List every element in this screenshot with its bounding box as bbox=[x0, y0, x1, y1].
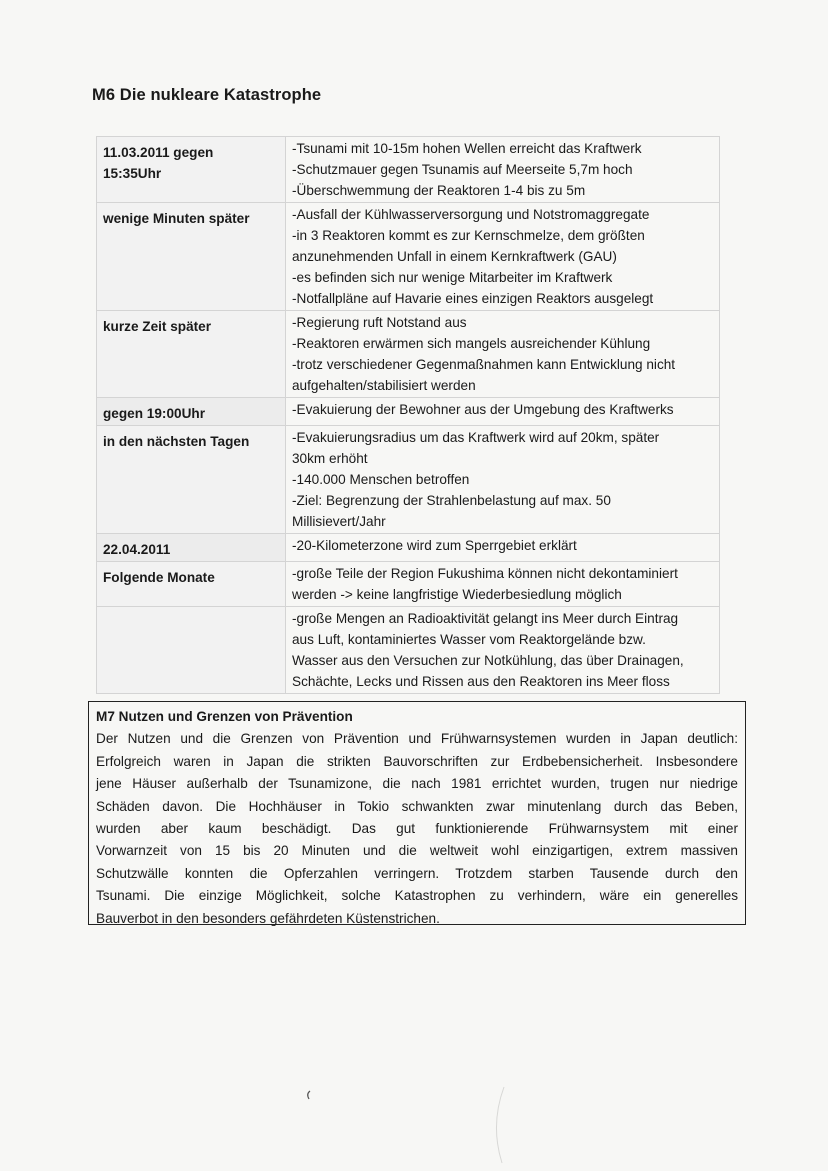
event-text: -Reaktoren erwärmen sich mangels ausreichender Kühlung bbox=[292, 336, 651, 351]
event-text: -140.000 Menschen betroffen bbox=[292, 472, 470, 487]
timeline-events bbox=[286, 607, 720, 694]
date-text: in den nächsten Tagen bbox=[103, 434, 250, 449]
event-text: -große Mengen an Radioaktivität gelangt ins Meer durch Eintrag bbox=[292, 611, 679, 626]
event-text: Wasser aus den Versuchen zur Notkühlung, das über Drainagen, bbox=[292, 653, 684, 668]
timeline-events bbox=[286, 426, 720, 534]
event-text: -große Teile der Region Fukushima können nicht dekontaminiert bbox=[292, 566, 678, 581]
event-text: Schächte, Lecks und Rissen aus den Reaktoren ins Meer floss bbox=[292, 674, 670, 689]
timeline-events bbox=[286, 562, 720, 607]
timeline-row bbox=[97, 607, 720, 694]
event-text: -es befinden sich nur wenige Mitarbeiter im Kraftwerk bbox=[292, 270, 613, 285]
timeline-date bbox=[97, 137, 286, 203]
date-text: gegen 19:00Uhr bbox=[103, 406, 205, 421]
page-title: M6 Die nukleare Katastrophe bbox=[92, 86, 322, 104]
event-text: -Regierung ruft Notstand aus bbox=[292, 315, 467, 330]
timeline-row bbox=[97, 311, 720, 398]
timeline-body bbox=[97, 137, 720, 694]
timeline-events bbox=[286, 311, 720, 398]
timeline-row bbox=[97, 137, 720, 203]
box-text-line: Schutzwälle konnten die Opferzahlen verringern. Trotzdem starben Tausende durch den bbox=[96, 865, 738, 881]
event-text: -in 3 Reaktoren kommt es zur Kernschmelze, dem größten bbox=[292, 228, 645, 243]
timeline-events bbox=[286, 137, 720, 203]
timeline-date bbox=[97, 203, 286, 311]
event-text: -Tsunami mit 10-15m hohen Wellen erreicht das Kraftwerk bbox=[292, 141, 642, 156]
date-text: 15:35Uhr bbox=[103, 166, 162, 181]
box-text-line: Schäden davon. Die Hochhäuser in Tokio schwankten zwar minutenlang durch das Beben, bbox=[96, 798, 738, 814]
event-text: -Notfallpläne auf Havarie eines einzigen Reaktors ausgelegt bbox=[292, 291, 654, 306]
box-text-line: Tsunami. Die einzige Möglichkeit, solche Katastrophen zu verhindern, wäre ein generelles bbox=[96, 888, 738, 904]
timeline-row bbox=[97, 203, 720, 311]
timeline-row bbox=[97, 398, 720, 426]
box-text-line: Der Nutzen und die Grenzen von Prävention und Frühwarnsystemen wurden in Japan deutlich: bbox=[96, 731, 738, 747]
date-text: kurze Zeit später bbox=[103, 319, 212, 334]
event-text: aufgehalten/stabilisiert werden bbox=[292, 378, 476, 393]
box-text-line: Erfolgreich waren in Japan die strikten Bauvorschriften zur Erdbebensicherheit. Insbesondere bbox=[96, 753, 738, 769]
timeline-row bbox=[97, 534, 720, 562]
timeline-row bbox=[97, 562, 720, 607]
timeline-events bbox=[286, 534, 720, 562]
timeline-table bbox=[96, 136, 720, 694]
timeline-events bbox=[286, 203, 720, 311]
event-text: -Evakuierungsradius um das Kraftwerk wird auf 20km, später bbox=[292, 430, 660, 445]
paper-crease-mark bbox=[488, 1085, 508, 1165]
timeline-events bbox=[286, 398, 720, 426]
info-box-title: M7 Nutzen und Grenzen von Prävention bbox=[96, 709, 353, 724]
timeline-date bbox=[97, 562, 286, 607]
event-text: -Ausfall der Kühlwasserversorgung und Notstromaggregate bbox=[292, 207, 650, 222]
event-text: aus Luft, kontaminiertes Wasser vom Reaktorgelände bzw. bbox=[292, 632, 646, 647]
event-text: -trotz verschiedener Gegenmaßnahmen kann Entwicklung nicht bbox=[292, 357, 676, 372]
info-box bbox=[88, 701, 746, 925]
timeline-date bbox=[97, 426, 286, 534]
date-text: 11.03.2011 gegen bbox=[103, 145, 214, 160]
timeline-date bbox=[97, 398, 286, 426]
event-text: Millisievert/Jahr bbox=[292, 514, 386, 529]
event-text: anzunehmenden Unfall in einem Kernkraftwerk (GAU) bbox=[292, 249, 617, 264]
timeline-row bbox=[97, 426, 720, 534]
date-text: Folgende Monate bbox=[103, 570, 215, 585]
date-text: 22.04.2011 bbox=[103, 542, 171, 557]
timeline-date bbox=[97, 534, 286, 562]
event-text: werden -> keine langfristige Wiederbesiedlung möglich bbox=[292, 587, 622, 602]
event-text: -Schutzmauer gegen Tsunamis auf Meerseite 5,7m hoch bbox=[292, 162, 633, 177]
box-text-line: Vorwarnzeit von 15 bis 20 Minuten und die weltweit wohl einzigartigen, extrem massiven bbox=[96, 843, 738, 859]
box-text-line: wurden aber kaum beschädigt. Das gut funktionierende Frühwarnsystem mit einer bbox=[96, 821, 738, 837]
event-text: -20-Kilometerzone wird zum Sperrgebiet erklärt bbox=[292, 538, 577, 553]
box-text-line: jene Häuser außerhalb der Tsunamizone, die nach 1981 errichtet wurden, trugen nur niedrige bbox=[96, 776, 738, 792]
timeline-date bbox=[97, 311, 286, 398]
pen-mark bbox=[304, 1090, 312, 1100]
event-text: -Ziel: Begrenzung der Strahlenbelastung auf max. 50 bbox=[292, 493, 611, 508]
info-box-text bbox=[96, 728, 738, 930]
event-text: -Evakuierung der Bewohner aus der Umgebung des Kraftwerks bbox=[292, 402, 674, 417]
event-text: 30km erhöht bbox=[292, 451, 368, 466]
date-text: wenige Minuten später bbox=[103, 211, 250, 226]
event-text: -Überschwemmung der Reaktoren 1-4 bis zu 5m bbox=[292, 183, 586, 198]
timeline-date bbox=[97, 607, 286, 694]
box-text-line: Bauverbot in den besonders gefährdeten Küstenstrichen. bbox=[96, 910, 440, 926]
